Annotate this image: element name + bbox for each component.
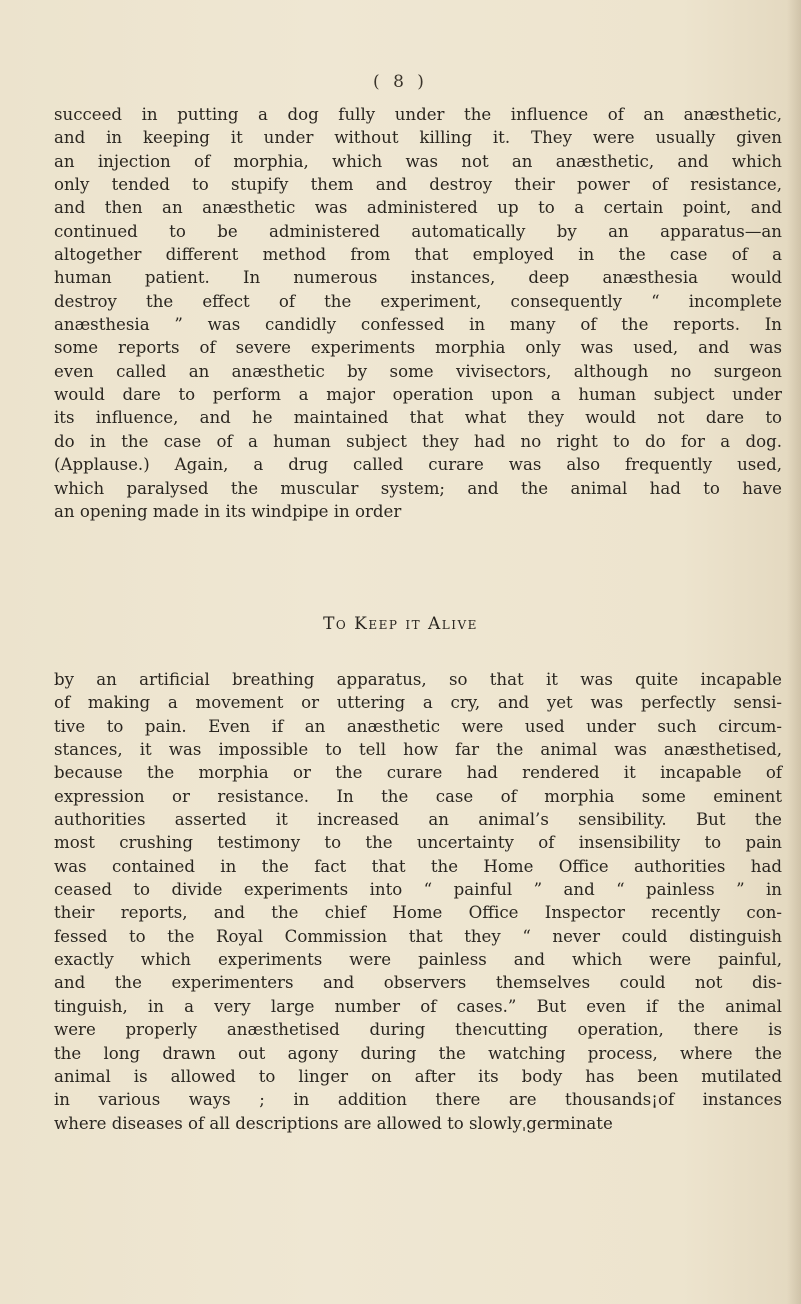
text-line: and the experimenters and observers themselves could not dis- [54, 973, 782, 993]
text-line: destroy the effect of the experiment, consequently “ incomplete [54, 291, 782, 311]
text-line: an opening made in its windpipe in order [54, 501, 402, 521]
text-line: anæsthesia ” was candidly confessed in many of the reports. In [54, 315, 782, 335]
text-line: an injection of morphia, which was not an anæsthetic, and which [54, 151, 782, 171]
text-line: were properly anæsthetised during the℩cutting operation, there is [54, 1020, 782, 1040]
text-line: because the morphia or the curare had rendered it incapable of [54, 763, 782, 783]
text-line: even called an anæsthetic by some vivisectors, although no surgeon [54, 361, 782, 381]
text-line: its influence, and he maintained that what they would not dare to [54, 408, 782, 428]
text-line: in various ways ; in addition there are thousands¡of instances [54, 1090, 782, 1110]
text-line: which paralysed the muscular system; and the animal had to have [54, 478, 782, 498]
text-line: authorities asserted it increased an animal’s sensibility. But the [54, 810, 782, 830]
text-line: expression or resistance. In the case of morphia some eminent [54, 786, 782, 806]
paragraph-1 [54, 103, 782, 523]
text-line: stances, it was impossible to tell how far the animal was anæsthetised, [54, 740, 782, 760]
text-line: by an artificial breathing apparatus, so that it was quite incapable [54, 670, 782, 689]
text-line: tive to pain. Even if an anæsthetic were used under such circum- [54, 716, 782, 736]
text-line: ceased to divide experiments into “ painful ” and “ painless ” in [54, 880, 782, 900]
text-line: altogether different method from that employed in the case of a [54, 245, 782, 265]
text-line: and in keeping it under without killing it. They were usually given [54, 128, 782, 148]
text-line: fessed to the Royal Commission that they “ never could distinguish [54, 926, 782, 946]
text-line: do in the case of a human subject they had no right to do for a dog. [54, 431, 782, 451]
page-number: ( 8 ) [373, 72, 428, 92]
text-line: tinguish, in a very large number of cases.” But even if the animal [54, 996, 782, 1016]
text-line: animal is allowed to linger on after its body has been mutilated [54, 1066, 782, 1086]
text-line: where diseases of all descriptions are allowed to slowlyˌgerminate [54, 1113, 613, 1133]
text-line: their reports, and the chief Home Office Inspector recently con- [54, 903, 782, 923]
text-line: was contained in the fact that the Home Office authorities had [54, 856, 782, 876]
text-line: exactly which experiments were painless and which were painful, [54, 950, 782, 970]
paragraph-2 [54, 668, 782, 1135]
text-line: the long drawn out agony during the watching process, where the [54, 1043, 782, 1063]
text-line: of making a movement or uttering a cry, and yet was perfectly sensi- [54, 693, 782, 713]
text-line: human patient. In numerous instances, deep anæsthesia would [54, 268, 782, 288]
section-heading: To Keep it Alive [323, 614, 478, 634]
text-line: continued to be administered automatically by an apparatus—an [54, 221, 782, 241]
text-line: and then an anæsthetic was administered up to a certain point, and [54, 198, 782, 218]
text-line: would dare to perform a major operation upon a human subject under [54, 385, 782, 405]
text-line: some reports of severe experiments morphia only was used, and was [54, 338, 782, 358]
text-line: succeed in putting a dog fully under the influence of an anæsthetic, [54, 105, 782, 124]
text-line: most crushing testimony to the uncertainty of insensibility to pain [54, 833, 782, 853]
text-line: only tended to stupify them and destroy their power of resistance, [54, 175, 782, 195]
text-line: (Applause.) Again, a drug called curare was also frequently used, [54, 455, 782, 475]
page-edge-shadow [787, 0, 801, 1304]
